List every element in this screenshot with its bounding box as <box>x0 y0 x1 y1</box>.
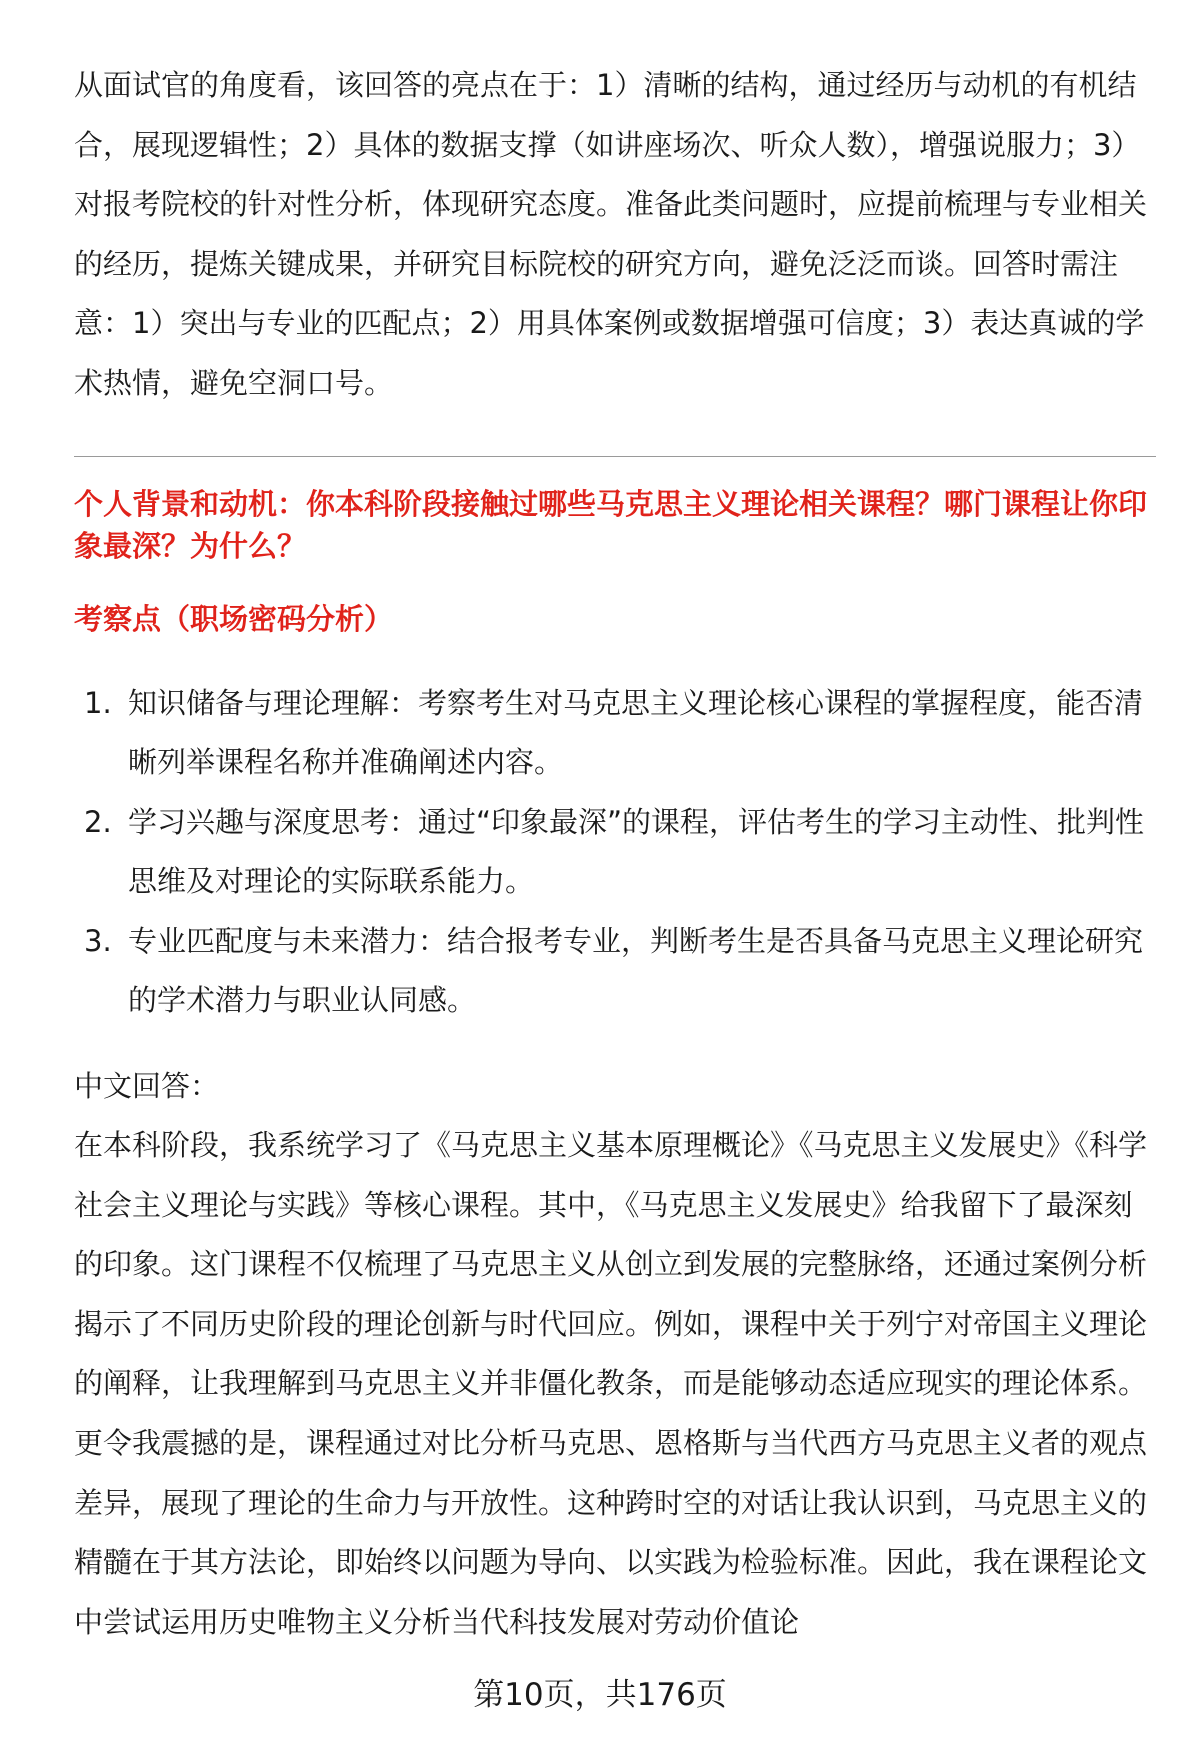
assessment-points-list <box>74 674 1164 1031</box>
question-heading: 个人背景和动机：你本科阶段接触过哪些马克思主义理论相关课程？哪门课程让你印象最深？为什么？ <box>74 487 1148 563</box>
answer-label: 中文回答： <box>74 1069 220 1103</box>
section-divider <box>74 456 1156 457</box>
list-item-text: 专业匹配度与未来潜力：结合报考专业，判断考生是否具备马克思主义理论研究的学术潜力与职业认同感。 <box>128 924 1144 1017</box>
assessment-points-title: 考察点（职场密码分析） <box>74 602 394 636</box>
list-item <box>74 912 1164 1030</box>
list-item <box>74 793 1164 911</box>
page-number-footer: 第10页，共176页 <box>473 1677 727 1713</box>
answer-paragraph: 在本科阶段，我系统学习了《马克思主义基本原理概论》《马克思主义发展史》《科学社会主义理论与实践》等核心课程。其中，《马克思主义发展史》给我留下了最深刻的印象。这门课程不仅梳理了马克思主义从创立到发展的完整脉络，还通过案例分析揭示了不同历史阶段的理论创新与时代回应。例如，课程中关于列宁对帝国主义理论的阐释，让我理解到马克思主义并非僵化教条，而是能够动态适应现实的理论体系。更令我震撼的是，课程通过对比分析马克思、恩格斯与当代西方马克思主义者的观点差异，展现了理论的生命力与开放性。这种跨时空的对话让我认识到，马克思主义的精髓在于其方法论，即始终以问题为导向、以实践为检验标准。因此，我在课程论文中尝试运用历史唯物主义分析当代科技发展对劳动价值论 <box>74 1128 1148 1639</box>
list-item <box>74 674 1164 792</box>
list-item-number: 1. <box>84 686 112 720</box>
list-item-text: 知识储备与理论理解：考察考生对马克思主义理论核心课程的掌握程度，能否清晰列举课程名称并准确阐述内容。 <box>128 686 1144 779</box>
list-item-number: 3. <box>84 924 112 958</box>
intro-paragraph: 从面试官的角度看，该回答的亮点在于：1）清晰的结构，通过经历与动机的有机结合，展现逻辑性；2）具体的数据支撑（如讲座场次、听众人数），增强说服力；3）对报考院校的针对性分析，体现研究态度。准备此类问题时，应提前梳理与专业相关的经历，提炼关键成果，并研究目标院校的研究方向，避免泛泛而谈。回答时需注意：1）突出与专业的匹配点；2）用具体案例或数据增强可信度；3）表达真诚的学术热情，避免空洞口号。 <box>74 68 1148 400</box>
list-item-number: 2. <box>84 805 112 839</box>
list-item-text: 学习兴趣与深度思考：通过“印象最深”的课程，评估考生的学习主动性、批判性思维及对理论的实际联系能力。 <box>128 805 1145 898</box>
